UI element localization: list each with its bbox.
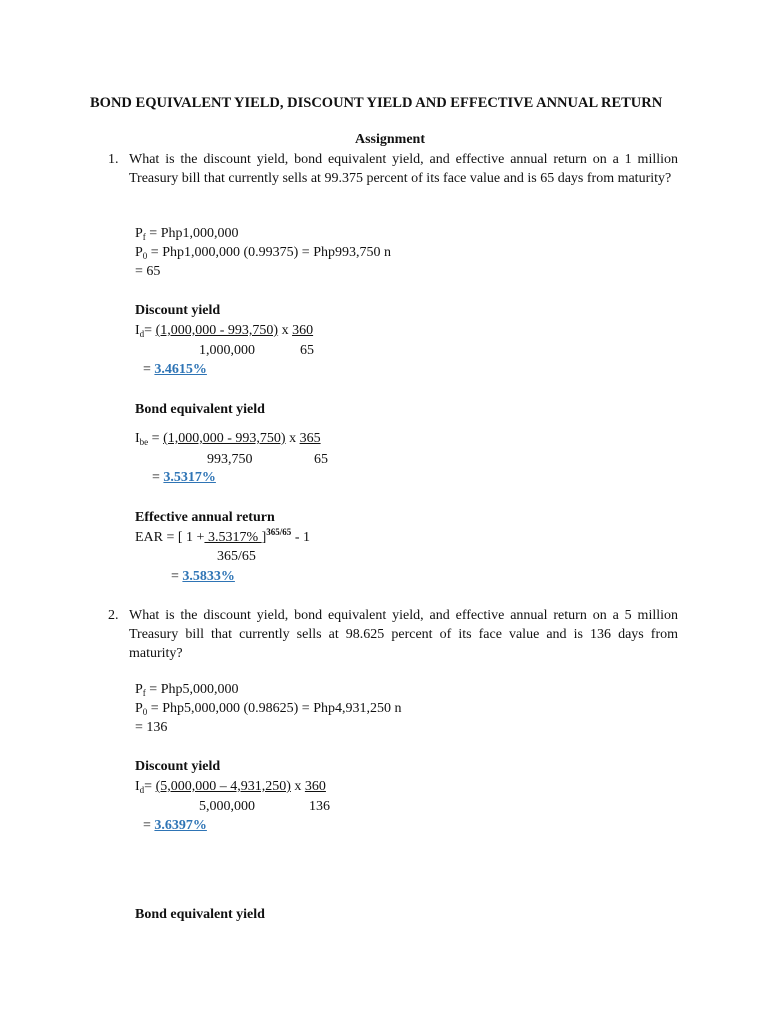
bond-equivalent-yield-heading: Bond equivalent yield — [135, 402, 265, 417]
times-sign: x — [278, 323, 293, 338]
discount-yield-formula — [135, 322, 313, 340]
times-sign: x — [285, 431, 300, 446]
discount-yield-result — [143, 817, 207, 835]
effective-annual-return-heading: Effective annual return — [135, 510, 275, 525]
ear-result — [171, 568, 235, 586]
discount-yield-answer: 3.6397% — [154, 818, 207, 833]
discount-yield-heading: Discount yield — [135, 303, 221, 318]
p0-value: = Php5,000,000 (0.98625) = Php4,931,250 n — [147, 701, 402, 716]
id-symbol: I — [135, 323, 140, 338]
ear-answer: 3.5833% — [182, 569, 235, 584]
discount-yield-formula — [135, 778, 326, 796]
assignment-heading: Assignment — [355, 132, 426, 147]
denominator-2: 136 — [309, 799, 330, 814]
bond-equivalent-yield-result — [152, 469, 216, 487]
id-symbol: I — [135, 779, 140, 794]
equals-sign: = — [143, 362, 155, 377]
ear-close-bracket: ] — [261, 530, 267, 545]
p0-value: = Php1,000,000 (0.99375) = Php993,750 n — [147, 245, 391, 260]
discount-yield-answer: 3.4615% — [154, 362, 207, 377]
question-text: What is the discount yield, bond equivalent yield, and effective annual return on a 1 million Treasury bill that currently sells at 99.375 percent of its face value and is 65 days from maturity? — [129, 152, 678, 186]
ear-lhs: EAR = [ 1 + — [135, 530, 205, 545]
denominator-2: 65 — [314, 452, 328, 467]
price-line — [135, 700, 401, 718]
face-value-line — [135, 225, 238, 243]
question-number: 2. — [108, 608, 119, 623]
pf-subscript: f — [142, 232, 146, 242]
equals-sign: = — [143, 818, 155, 833]
price-line — [135, 244, 391, 262]
pf-symbol: P — [135, 682, 143, 697]
ear-exponent: 365/65 — [266, 527, 292, 537]
numerator: (1,000,000 - 993,750) — [163, 431, 286, 446]
p0-symbol: P — [135, 245, 143, 260]
ibe-subscript: be — [139, 437, 149, 447]
ear-formula — [135, 529, 310, 547]
numerator-2: 365 — [299, 431, 321, 446]
days-line: = 65 — [135, 264, 161, 279]
question-1 — [108, 150, 678, 188]
question-number: 1. — [108, 152, 119, 167]
p0-symbol: P — [135, 701, 143, 716]
face-value-line — [135, 681, 238, 699]
times-sign: x — [290, 779, 305, 794]
numerator-2: 360 — [304, 779, 326, 794]
denominator: 1,000,000 — [199, 343, 255, 358]
numerator: (1,000,000 - 993,750) — [155, 323, 279, 338]
discount-yield-result — [143, 361, 207, 379]
equals-sign: = — [144, 779, 156, 794]
numerator: (5,000,000 – 4,931,250) — [155, 779, 291, 794]
pf-value: = Php5,000,000 — [145, 682, 239, 697]
equals-sign: = — [152, 470, 164, 485]
pf-value: = Php1,000,000 — [145, 226, 239, 241]
bond-equivalent-yield-formula — [135, 430, 321, 448]
equals-sign: = — [171, 569, 183, 584]
numerator-2: 360 — [292, 323, 314, 338]
denominator-2: 65 — [300, 343, 314, 358]
pf-symbol: P — [135, 226, 143, 241]
discount-yield-heading: Discount yield — [135, 759, 221, 774]
denominator: 993,750 — [207, 452, 253, 467]
ear-fraction-denominator: 365/65 — [217, 549, 256, 564]
question-2 — [108, 606, 678, 663]
equals-sign: = — [148, 431, 164, 446]
bond-equivalent-yield-answer: 3.5317% — [163, 470, 216, 485]
equals-sign: = — [144, 323, 156, 338]
p0-subscript: 0 — [142, 251, 148, 261]
days-line: = 136 — [135, 720, 168, 735]
id-subscript: d — [139, 785, 145, 795]
p0-subscript: 0 — [142, 707, 148, 717]
ibe-symbol: I — [135, 431, 140, 446]
question-text: What is the discount yield, bond equivalent yield, and effective annual return on a 5 million Treasury bill that currently sells at 98.625 percent of its face value and is 136 days from maturity? — [129, 608, 678, 661]
document-title: BOND EQUIVALENT YIELD, DISCOUNT YIELD AND EFFECTIVE ANNUAL RETURN — [90, 95, 663, 111]
ear-tail: - 1 — [291, 530, 310, 545]
id-subscript: d — [139, 329, 145, 339]
pf-subscript: f — [142, 688, 146, 698]
bond-equivalent-yield-heading: Bond equivalent yield — [135, 907, 265, 922]
denominator: 5,000,000 — [199, 799, 255, 814]
ear-fraction-numerator: 3.5317% — [204, 530, 262, 545]
